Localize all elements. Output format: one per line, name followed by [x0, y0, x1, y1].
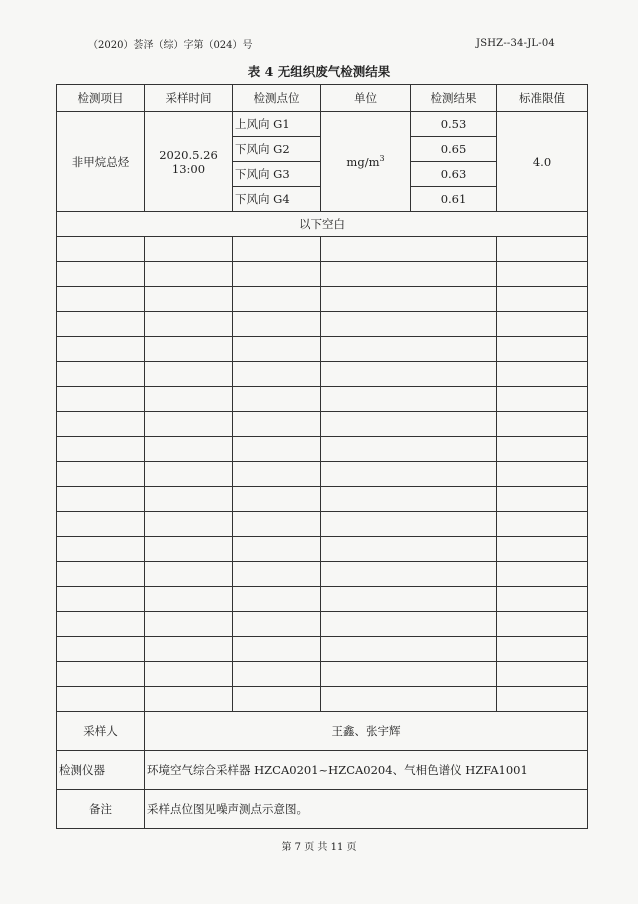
sampler-value: 王鑫、张宇辉	[145, 712, 588, 751]
point-cell: 下风向 G2	[233, 137, 321, 162]
table-title: 表 4 无组织废气检测结果	[247, 64, 391, 79]
result-cell: 0.65	[411, 137, 497, 162]
empty-row	[57, 662, 588, 687]
form-code: JSHZ--34-JL-04	[476, 38, 555, 49]
item-cell: 非甲烷总烃	[57, 112, 145, 212]
instrument-value: 环境空气综合采样器 HZCA0201~HZCA0204、气相色谱仪 HZFA1001	[145, 751, 588, 790]
empty-row	[57, 262, 588, 287]
table-header-row	[57, 85, 588, 112]
col-header: 标准限值	[497, 85, 588, 112]
sample-date: 2020.5.26	[159, 147, 218, 162]
point-cell: 下风向 G4	[233, 187, 321, 212]
remark-value: 采样点位图见噪声测点示意图。	[145, 790, 588, 829]
empty-row	[57, 687, 588, 712]
page-footer: 第 7 页 共 11 页	[281, 842, 357, 853]
empty-row	[57, 337, 588, 362]
empty-row	[57, 537, 588, 562]
instrument-label: 检测仪器	[57, 751, 145, 790]
unit-cell	[321, 112, 411, 212]
blank-note: 以下空白	[57, 212, 588, 237]
sampler-row	[57, 712, 588, 751]
col-header: 检测点位	[233, 85, 321, 112]
empty-row	[57, 562, 588, 587]
empty-row	[57, 587, 588, 612]
unit-exponent: 3	[379, 154, 385, 164]
unit-base: mg/m	[346, 154, 380, 169]
result-cell: 0.61	[411, 187, 497, 212]
point-cell: 上风向 G1	[233, 112, 321, 137]
point-cell: 下风向 G3	[233, 162, 321, 187]
remark-label: 备注	[57, 790, 145, 829]
empty-row	[57, 287, 588, 312]
empty-row	[57, 612, 588, 637]
blank-note-row	[57, 212, 588, 237]
empty-row	[57, 362, 588, 387]
table-row	[57, 112, 588, 137]
col-header: 检测结果	[411, 85, 497, 112]
empty-row	[57, 437, 588, 462]
empty-row	[57, 237, 588, 262]
remark-row	[57, 790, 588, 829]
results-table	[56, 84, 588, 829]
instrument-row	[57, 751, 588, 790]
result-cell: 0.63	[411, 162, 497, 187]
empty-row	[57, 512, 588, 537]
empty-row	[57, 487, 588, 512]
empty-row	[57, 312, 588, 337]
empty-row	[57, 387, 588, 412]
sample-time-cell	[145, 112, 233, 212]
col-header: 单位	[321, 85, 411, 112]
result-cell: 0.53	[411, 112, 497, 137]
empty-row	[57, 637, 588, 662]
empty-row	[57, 462, 588, 487]
sampler-label: 采样人	[57, 712, 145, 751]
empty-row	[57, 412, 588, 437]
col-header: 检测项目	[57, 85, 145, 112]
sample-time: 13:00	[171, 161, 206, 176]
col-header: 采样时间	[145, 85, 233, 112]
document-number: （2020）荟泽（综）字第（024）号	[88, 40, 253, 51]
limit-cell: 4.0	[497, 112, 588, 212]
